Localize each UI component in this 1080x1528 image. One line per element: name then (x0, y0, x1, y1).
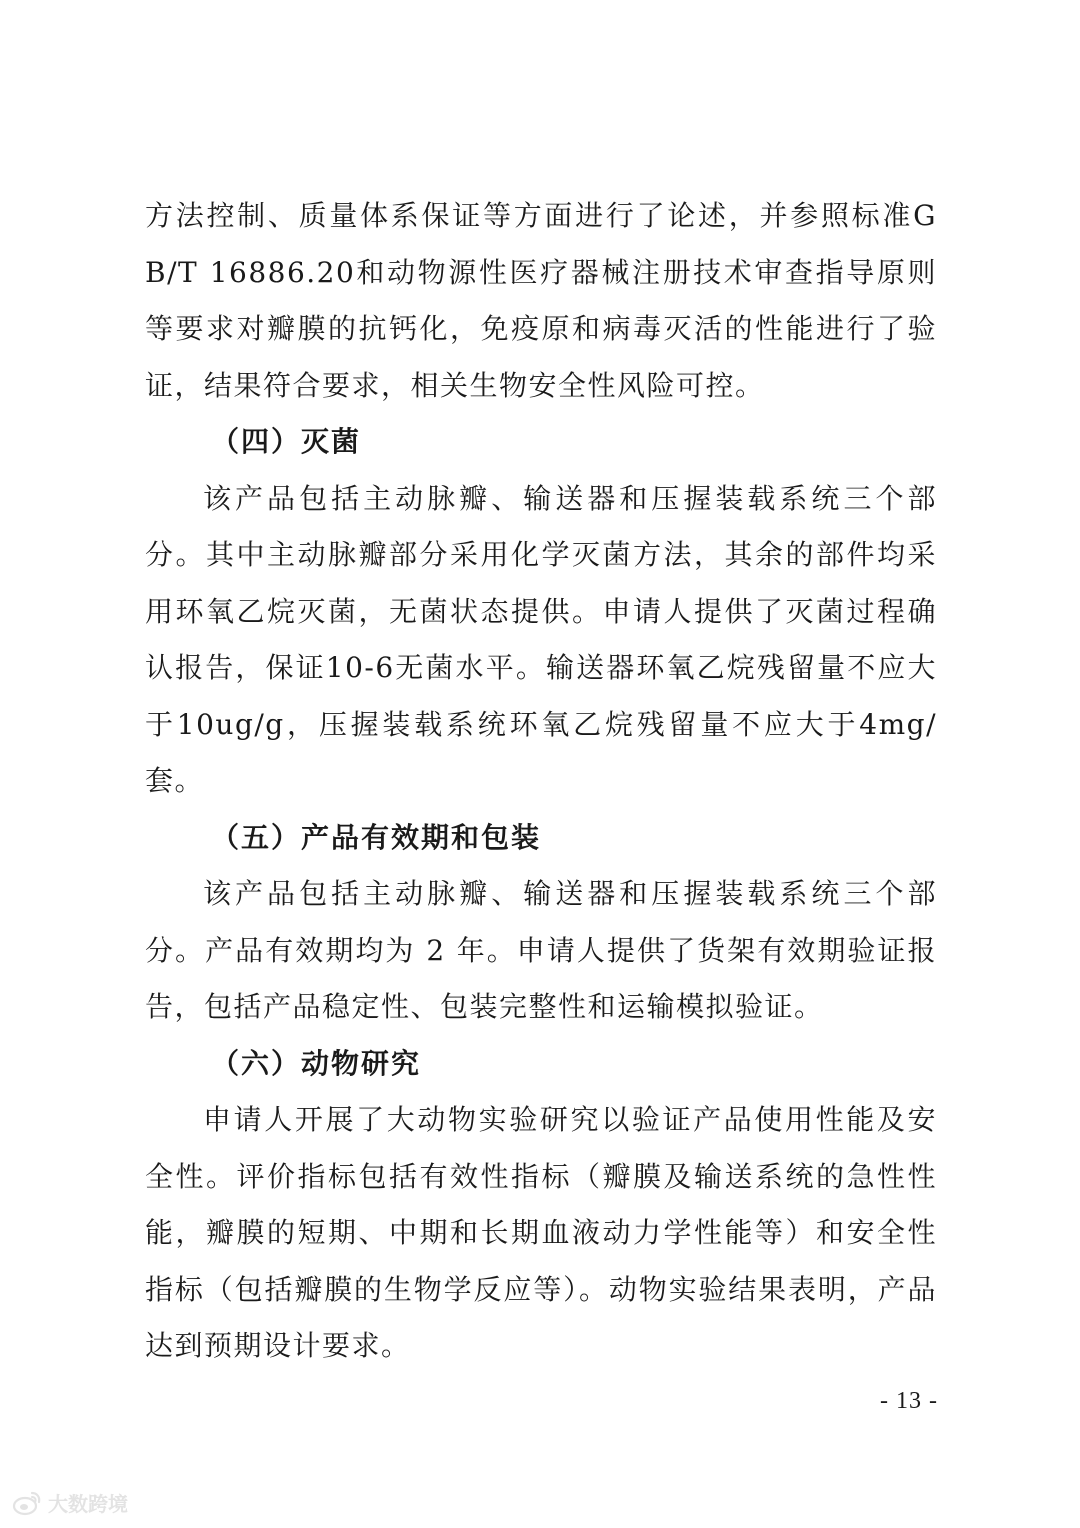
watermark (12, 1488, 128, 1517)
weibo-icon (12, 1490, 42, 1516)
paragraph-intro: 方法控制、质量体系保证等方面进行了论述，并参照标准GB/T 16886.20和动物源性医疗器械注册技术审查指导原则等要求对瓣膜的抗钙化，免疫原和病毒灭活的性能进行了验证，结果符合要求，相关生物安全性风险可控。 (145, 199, 937, 402)
section-heading-animal-study: （六）动物研究 (211, 1046, 422, 1080)
document-body (145, 188, 937, 1375)
watermark-text: 大数跨境 (48, 1492, 128, 1516)
paragraph-animal-study: 申请人开展了大动物实验研究以验证产品使用性能及安全性。评价指标包括有效性指标（瓣膜及输送系统的急性性能，瓣膜的短期、中期和长期血液动力学性能等）和安全性指标（包括瓣膜的生物学反应等）。动物实验结果表明，产品达到预期设计要求。 (145, 1103, 937, 1362)
section-heading-shelf-life: （五）产品有效期和包装 (211, 820, 542, 854)
page-number: - 13 - (880, 1388, 938, 1414)
paragraph-sterilization: 该产品包括主动脉瓣、输送器和压握装载系统三个部分。其中主动脉瓣部分采用化学灭菌方法，其余的部件均采用环氧乙烷灭菌，无菌状态提供。申请人提供了灭菌过程确认报告，保证10-6无菌水平。输送器环氧乙烷残留量不应大于10ug/g，压握装载系统环氧乙烷残留量不应大于4mg/套。 (145, 481, 937, 797)
section-heading-sterilization: （四）灭菌 (211, 425, 362, 458)
paragraph-shelf-life: 该产品包括主动脉瓣、输送器和压握装载系统三个部分。产品有效期均为 2 年。申请人提供了货架有效期验证报告，包括产品稳定性、包装完整性和运输模拟验证。 (145, 877, 937, 1023)
